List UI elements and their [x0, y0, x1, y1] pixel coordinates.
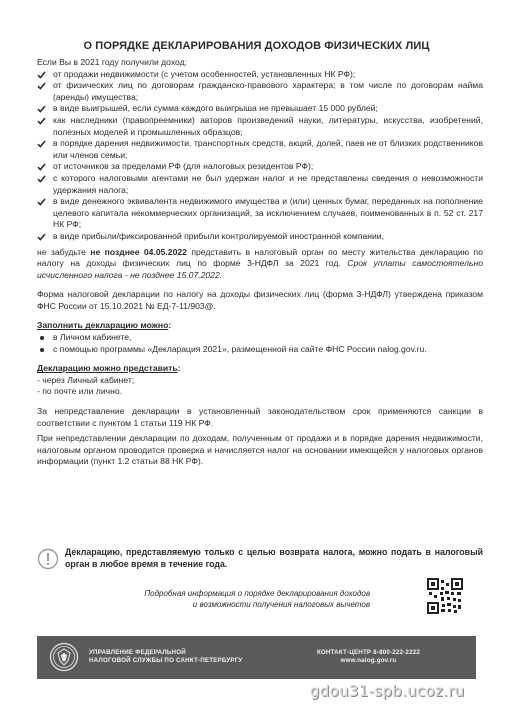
fill-heading: Заполнить декларацию можно: — [37, 320, 172, 331]
more-info: Подробная информация о порядке декларирования доходов и возможности получения налоговых вычетов — [144, 589, 370, 609]
check-icon — [37, 140, 46, 148]
website-link[interactable]: www.nalog.gov.ru — [340, 657, 397, 664]
contact-info: КОНТАКТ-ЦЕНТР 8-800-222-2222 www.nalog.gov.ru — [316, 649, 420, 664]
check-icon — [37, 198, 46, 206]
list-item: от продажи недвижимости (с учетом особенностей, установленных НК РФ); — [37, 69, 483, 81]
list-item: с которого налоговыми агентами не был удержан налог и не представлены сведения о невозможности удержания налога; — [37, 173, 483, 196]
deadline-paragraph: не забудьте не позднее 04.05.2022 представить в налоговый орган по месту жительства декларацию по налогу на доходы физических лиц по форме 3-НДФЛ за 2021 год. Срок уплаты самостоятельно исчисленного налога - не позднее 15.07.2022. — [37, 246, 484, 280]
submit-item: - через Личный кабинет; — [37, 374, 135, 385]
check-icon — [37, 233, 46, 241]
check-icon — [37, 163, 46, 171]
check-icon — [37, 117, 46, 125]
list-item: в виде прибыли/фиксированной прибыли контролируемой иностранной компании, — [37, 231, 483, 243]
exclamation-circle-icon — [37, 548, 59, 570]
list-item: от физических лиц по договорам гражданско-правового характера; в том числе по договорам найма (аренды) имущества; — [37, 80, 483, 103]
qr-code-icon — [427, 578, 463, 614]
footer-banner — [37, 636, 476, 679]
check-icon — [37, 82, 46, 90]
bullet-icon — [40, 336, 44, 340]
notice-text: Декларацию, представляемую только с целью возврата налога, можно подать в налоговый орган в любое время в течение года. — [65, 547, 483, 569]
penalty-paragraph: За непредставление декларации в установленный законодательством срок применяются санкции в соответствии с пунктом 1 статьи 119 НК РФ. — [37, 406, 483, 428]
check-icon — [37, 71, 46, 79]
fill-list — [37, 332, 483, 355]
list-item: в Личном кабинете, — [37, 332, 483, 344]
check-icon — [37, 105, 46, 113]
org-name: УПРАВЛЕНИЕ ФЕДЕРАЛЬНОЙ НАЛОГОВОЙ СЛУЖБЫ ПО САНКТ-ПЕТЕРБУРГУ — [89, 649, 243, 664]
submit-heading: Декларацию можно представить: — [37, 363, 181, 374]
payment-deadline: Срок уплаты самостоятельно исчисленного налога - не позднее 15.07.2022. — [37, 258, 484, 280]
watermark: gdou31-spb.ucoz.ru — [310, 682, 465, 700]
submit-item: - по почте или лично. — [37, 386, 123, 397]
fns-emblem-icon — [49, 642, 79, 672]
list-item: в виде денежного эквивалента недвижимого имущества и (или) ценных бумаг, переданных на пополнение целевого капитала некоммерческих организаций, за исключением случаев, поименованных в п. 52 ст. 217 НК РФ; — [37, 196, 483, 231]
inspection-paragraph: При непредставлении декларации по доходам, полученным от продажи и в порядке дарения недвижимости, налоговым органом проводится проверка и начисляется налог на основании имеющейся у налоговых органов информации (пункт 1.2 статьи 88 НК РФ). — [37, 433, 483, 467]
list-item: как наследники (правопреемники) авторов произведений науки, литературы, искусства, изобретений, полезных моделей и промышленных образцов; — [37, 115, 483, 138]
refund-notice — [37, 546, 483, 576]
document-body — [37, 57, 483, 468]
list-item: в порядке дарения недвижимости, транспортных средств, акций, долей, паев не от близких родственников или членов семьи; — [37, 138, 483, 161]
bullet-icon — [40, 348, 44, 352]
list-item: с помощью программы «Декларация 2021», размещенной на сайте ФНС России nalog.gov.ru. — [37, 344, 483, 356]
list-item: от источников за пределами РФ (для налоговых резидентов РФ); — [37, 161, 483, 173]
list-item: в виде выигрышей, если сумма каждого выигрыша не превышает 15 000 рублей; — [37, 103, 483, 115]
deadline-date: не позднее 04.05.2022 — [90, 246, 187, 257]
page-title: О ПОРЯДКЕ ДЕКЛАРИРОВАНИЯ ДОХОДОВ ФИЗИЧЕСКИХ ЛИЦ — [83, 40, 430, 52]
income-list — [37, 69, 483, 243]
check-icon — [37, 175, 46, 183]
form-paragraph: Форма налоговой декларации по налогу на доходы физических лиц (форма 3-НДФЛ) утверждена приказом ФНС России от 15.10.2021 № ЕД-7-11/903@. — [37, 289, 483, 311]
intro-text: Если Вы в 2021 году получили доход: — [37, 57, 188, 67]
